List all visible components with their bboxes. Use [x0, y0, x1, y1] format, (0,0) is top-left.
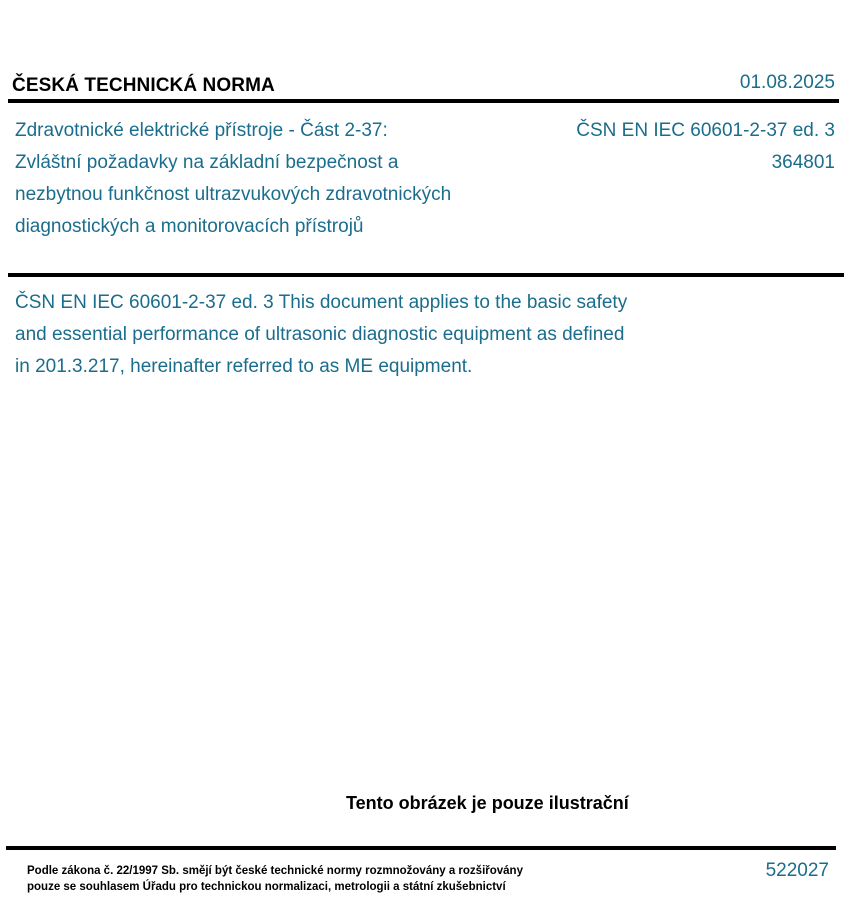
standard-codes — [576, 115, 835, 179]
standard-title-line: nezbytnou funkčnost ultrazvukových zdravotnických — [15, 184, 452, 205]
abstract-line: in 201.3.217, hereinafter referred to as ME equipment. — [15, 356, 473, 377]
footer-divider — [6, 846, 836, 850]
classification-code: 364801 — [771, 152, 835, 173]
legal-line: Podle zákona č. 22/1997 Sb. smějí být české technické normy rozmnožovány a rozšiřovány — [27, 865, 523, 877]
standard-title-line: diagnostických a monitorovacích přístrojů — [15, 216, 364, 237]
document-number: 522027 — [765, 860, 829, 881]
legal-notice — [27, 863, 523, 895]
abstract-line: ČSN EN IEC 60601-2-37 ed. 3 This document applies to the basic safety — [15, 292, 628, 313]
abstract — [15, 287, 715, 383]
standard-title-line: Zdravotnické elektrické přístroje - Část 2-37: — [15, 120, 388, 141]
abstract-line: and essential performance of ultrasonic diagnostic equipment as defined — [15, 324, 625, 345]
issue-date: 01.08.2025 — [739, 72, 835, 93]
legal-line: pouze se souhlasem Úřadu pro technickou normalizaci, metrologii a státní zkušebnictví — [27, 881, 506, 893]
standard-designation: ČSN EN IEC 60601-2-37 ed. 3 — [576, 120, 835, 141]
header-divider — [8, 99, 839, 103]
title-divider — [8, 273, 844, 277]
standard-title-line: Zvláštní požadavky na základní bezpečnost a — [15, 152, 399, 173]
standard-title — [15, 115, 525, 243]
norm-label: ČESKÁ TECHNICKÁ NORMA — [12, 75, 275, 96]
illustration-note: Tento obrázek je pouze ilustrační — [346, 793, 629, 813]
